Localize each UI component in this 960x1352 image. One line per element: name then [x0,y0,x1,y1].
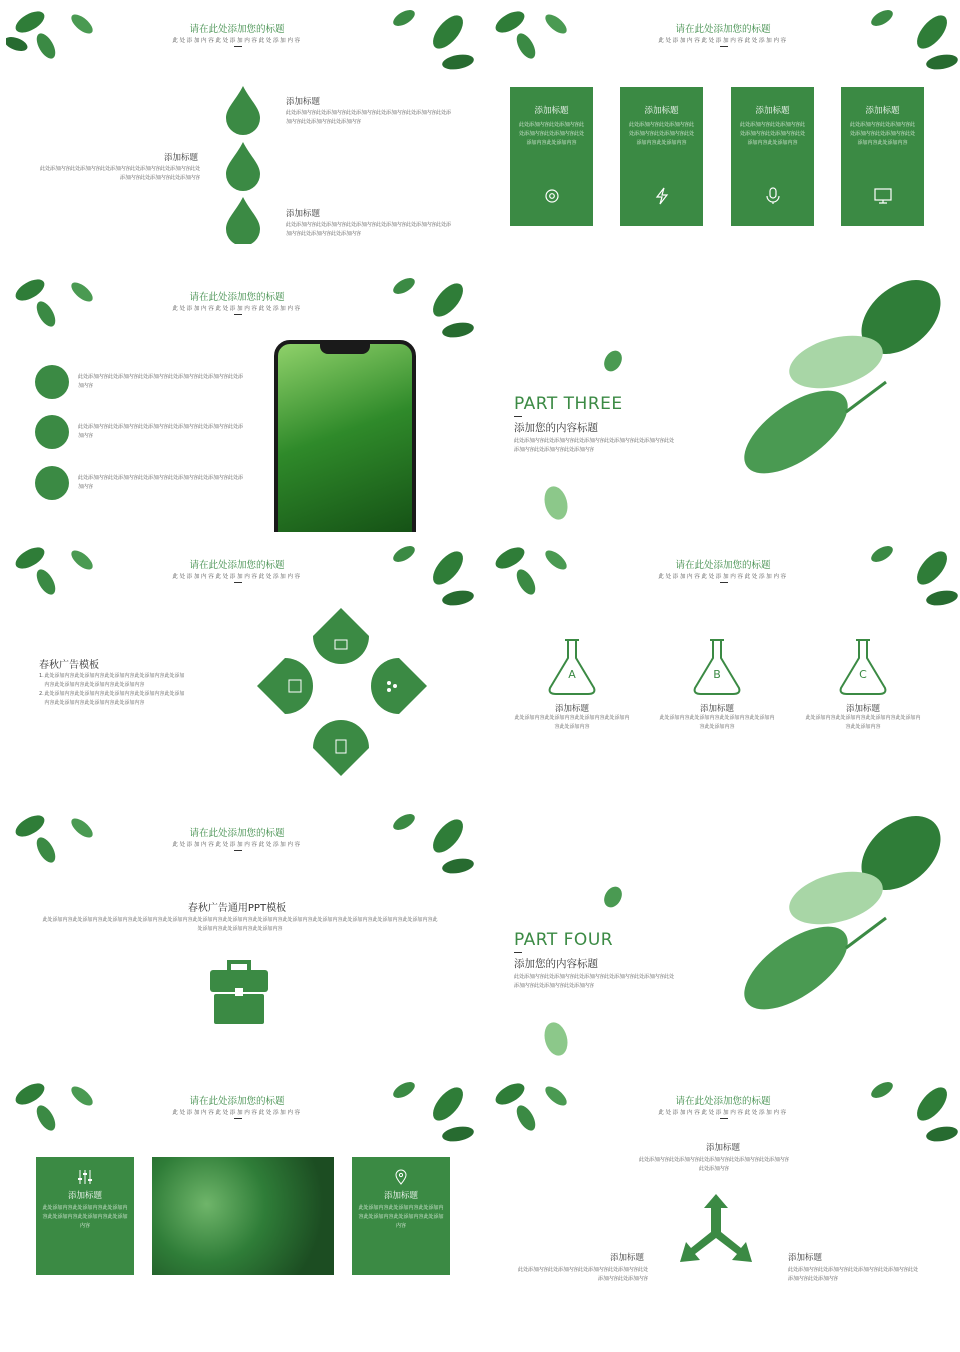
divider [720,1118,728,1119]
page-title: 请在此处添加您的标题 [189,828,285,839]
part-label: PART FOUR [514,930,614,950]
leaf-illustration [726,808,960,1018]
item-text: 此处添加内容此处添加内容此处添加内容此处添加内容此处添加内容此处添加内容 [78,424,244,439]
item-title: 添加标题 [164,153,199,163]
flask-icon [687,636,747,698]
divider [720,46,728,47]
card-text: 此处添加内容此处添加内容此处添加内容此处添加内容此处添加内容此处添加内容 [739,122,805,146]
card-text: 此处添加内容此处添加内容此处添加内容此处添加内容此处添加内容此处添加内容 [849,122,915,146]
slide-1 [0,0,474,264]
card-text: 此处添加内容此处添加内容此处添加内容此处添加内容此处添加内容此处添加内容 [628,122,694,146]
item-text: 此处添加内容此处添加内容此处添加内容此处添加内容此处添加内容此处添加内容 [639,1157,790,1172]
item-text: 此处添加内容此处添加内容此处添加内容此处添加内容此处添加内容此处添加内容 [78,374,244,389]
save-icon [257,658,313,714]
flask-item [513,636,631,732]
leaf-decoration [541,483,571,523]
music-icon [35,415,69,449]
item-title: 添加标题 [554,704,589,714]
item-text: 此处添加内容此处添加内容此处添加内容此处添加内容此处添加内容此处添加内容此处添加内容此处添加内容 [39,166,200,181]
divider [234,1118,242,1119]
item-title: 添加标题 [845,704,880,714]
divider [234,582,242,583]
gear-icon [543,187,561,205]
leaf-icon [35,365,69,399]
flask-item [804,636,922,732]
list-item: 此处添加内容此处添加内容此处添加内容此处添加内容此处添加内容此处添加内容此处添加内容此处添加内容 [44,691,185,706]
mic-icon [764,187,782,205]
page-title: 请在此处添加您的标题 [189,560,285,571]
part-text: 此处添加内容此处添加内容此处添加内容此处添加内容此处添加内容此处添加内容此处添加内容此处添加内容 [514,974,675,989]
slide-9 [0,1072,474,1336]
section-heading: 春秋广告通用PPT模板 [187,903,287,914]
leaf-illustration [726,272,960,482]
petal-diagram [255,606,429,778]
briefcase-icon [208,958,270,1028]
page-subtitle: 此处添加内容此处添加内容此处添加内容 [658,574,788,580]
phone-notch [320,344,370,354]
divider [720,582,728,583]
slide-8 [486,804,960,1068]
divider [234,314,242,315]
page-title: 请在此处添加您的标题 [189,1096,285,1107]
flask-letter: A [568,668,576,681]
list-number: 2. [39,691,44,697]
card-text: 此处添加内容此处添加内容此处添加内容此处添加内容此处添加内容此处添加内容 [358,1205,444,1229]
section-text [40,916,440,934]
slide-2 [486,0,960,264]
flask-letter: B [713,668,721,681]
card-title: 添加标题 [534,106,569,116]
divider [234,850,242,851]
three-arrows-diagram [666,1190,766,1280]
item-title: 添加标题 [705,1143,740,1153]
item-text: 此处添加内容此处添加内容此处添加内容此处添加内容此处添加内容 [659,715,775,730]
page-title: 请在此处添加您的标题 [189,24,285,35]
card-title: 添加标题 [865,106,900,116]
page-subtitle: 此处添加内容此处添加内容此处添加内容 [172,574,302,580]
list [39,672,189,708]
card [731,87,814,226]
item-text: 此处添加内容此处添加内容此处添加内容此处添加内容此处添加内容 [514,715,630,730]
leaf-decoration [541,1019,571,1059]
page-subtitle: 此处添加内容此处添加内容此处添加内容 [658,1110,788,1116]
item-title: 添加标题 [699,704,734,714]
list-heading: 春秋广告模板 [39,660,99,671]
flask-icon [542,636,602,698]
sliders-icon [77,1169,93,1185]
card-text: 此处添加内容此处添加内容此处添加内容此处添加内容此处添加内容此处添加内容 [518,122,584,146]
card-title: 添加标题 [755,106,790,116]
part-text: 此处添加内容此处添加内容此处添加内容此处添加内容此处添加内容此处添加内容此处添加内容此处添加内容 [514,438,675,453]
location-pin-icon [393,1169,409,1185]
item-title: 添加标题 [286,97,321,107]
phone-mockup [274,340,416,532]
card-text: 此处添加内容此处添加内容此处添加内容此处添加内容此处添加内容此处添加内容 [42,1205,128,1229]
slide-4 [486,268,960,532]
flask-letter: C [859,668,867,681]
plant-photo [152,1157,334,1275]
item-text: 此处添加内容此处添加内容此处添加内容此处添加内容此处添加内容此处添加内容 [788,1267,919,1282]
page-title: 请在此处添加您的标题 [675,560,771,571]
page-subtitle: 此处添加内容此处添加内容此处添加内容 [172,842,302,848]
list-item: 此处添加内容此处添加内容此处添加内容此处添加内容此处添加内容此处添加内容此处添加内容此处添加内容 [44,673,185,688]
item-title: 添加标题 [788,1253,823,1263]
page-title: 请在此处添加您的标题 [675,1096,771,1107]
item-title: 添加标题 [286,209,321,219]
page-title: 请在此处添加您的标题 [189,292,285,303]
part-label: PART THREE [514,394,623,414]
presentation-icon [35,466,69,500]
page-subtitle: 此处添加内容此处添加内容此处添加内容 [172,38,302,44]
drop-shapes [224,84,262,244]
page-subtitle: 此处添加内容此处添加内容此处添加内容 [658,38,788,44]
bolt-icon [653,187,671,205]
divider [234,46,242,47]
card [352,1157,450,1275]
card [36,1157,134,1275]
share-icon [371,658,427,714]
text-line: 此处添加内容此处添加内容此处添加内容此处添加内容此处添加内容此处添加内容此处添加内容此处添加内容 [42,917,283,923]
item-text: 此处添加内容此处添加内容此处添加内容此处添加内容此处添加内容此处添加内容此处添加内容此处添加内容 [286,110,452,125]
slide-10 [486,1072,960,1336]
monitor-icon [874,187,892,205]
page-title: 请在此处添加您的标题 [675,24,771,35]
part-heading: 添加您的内容标题 [514,958,598,970]
card [841,87,924,226]
printer-icon [313,608,369,664]
leaf-decoration [601,884,625,910]
card-title: 添加标题 [67,1191,102,1201]
item-text: 此处添加内容此处添加内容此处添加内容此处添加内容此处添加内容此处添加内容 [517,1267,648,1282]
item-text: 此处添加内容此处添加内容此处添加内容此处添加内容此处添加内容此处添加内容 [78,475,244,490]
document-icon [313,720,369,776]
text-line: 此处添加内容此处添加内容此处添加内容此处添加内容此处添加内容此处添加内容此处添加内容此处添加内容 [197,917,438,932]
item-text: 此处添加内容此处添加内容此处添加内容此处添加内容此处添加内容此处添加内容此处添加内容此处添加内容 [286,222,452,237]
page-subtitle: 此处添加内容此处添加内容此处添加内容 [172,306,302,312]
list-number: 1. [39,673,44,679]
card [620,87,703,226]
slide-6 [486,536,960,800]
divider [514,416,522,417]
divider [514,952,522,953]
slide-5 [0,536,474,800]
card-title: 添加标题 [383,1191,418,1201]
page-subtitle: 此处添加内容此处添加内容此处添加内容 [172,1110,302,1116]
item-title: 添加标题 [610,1253,645,1263]
flask-icon [833,636,893,698]
card-title: 添加标题 [644,106,679,116]
part-heading: 添加您的内容标题 [514,422,598,434]
item-text: 此处添加内容此处添加内容此处添加内容此处添加内容此处添加内容 [805,715,921,730]
card [510,87,593,226]
slide-3 [0,268,474,532]
flask-item [658,636,776,732]
slide-7 [0,804,474,1068]
leaf-decoration [601,348,625,374]
